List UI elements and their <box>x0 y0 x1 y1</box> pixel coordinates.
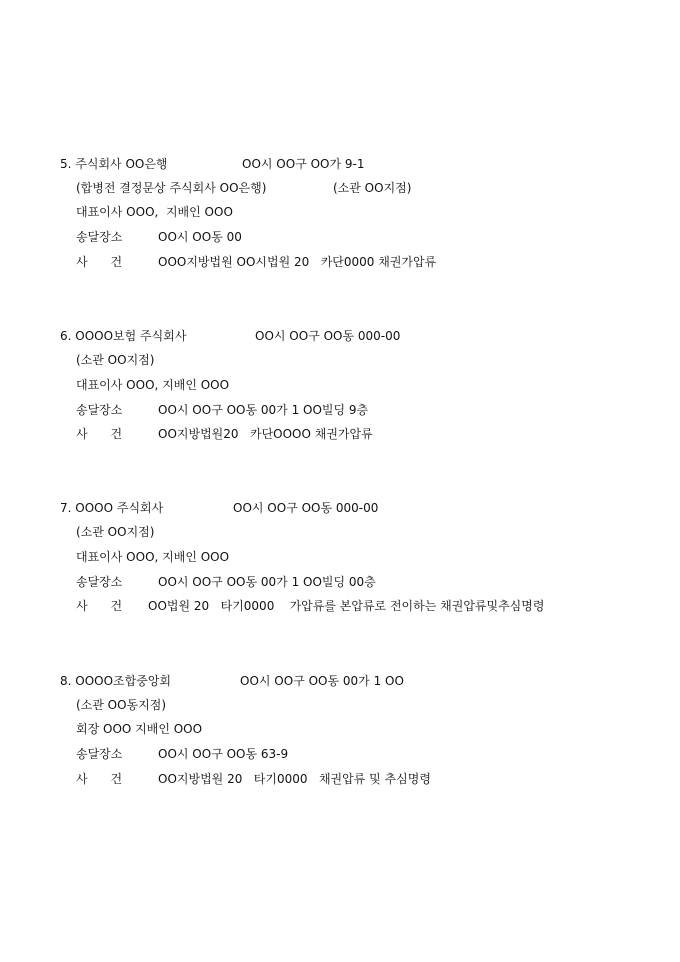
entry-line: 대표이사 OOO, 지배인 OOO <box>76 550 230 564</box>
entry-branch: (소관 OO지점) <box>333 181 412 195</box>
entry-address: OO시 OO구 OO가 9-1 <box>242 157 365 171</box>
case-value: OO지방법원20 카단OOOO 채권가압류 <box>158 427 373 441</box>
delivery-label: 송달장소 <box>76 230 123 244</box>
entry-line: (소관 OO지점) <box>76 353 155 367</box>
entry-head: 7. OOOO 주식회사 <box>60 501 164 515</box>
delivery-value: OO시 OO구 OO동 00가 1 OO빌딩 00층 <box>158 575 376 589</box>
case-label: 사 건 <box>76 599 123 613</box>
entry-head: 8. OOOO조합중앙회 <box>60 674 172 688</box>
entry-line: 회장 OOO 지배인 OOO <box>76 722 203 736</box>
case-value: OO지방법원 20 타기0000 채권압류 및 추심명령 <box>158 772 431 786</box>
entry-line: 대표이사 OOO, 지배인 OOO <box>76 378 230 392</box>
delivery-label: 송달장소 <box>76 747 123 761</box>
case-label: 사 건 <box>76 772 123 786</box>
case-label: 사 건 <box>76 255 123 269</box>
entry-address: OO시 OO구 OO동 00가 1 OO <box>240 674 404 688</box>
delivery-value: OO시 OO구 OO동 63-9 <box>158 747 289 761</box>
delivery-label: 송달장소 <box>76 403 123 417</box>
entry-address: OO시 OO구 OO동 000-00 <box>255 329 401 343</box>
entry-line: (소관 OO동지점) <box>76 698 167 712</box>
delivery-value: OO시 OO동 00 <box>158 230 242 244</box>
entry-line: 대표이사 OOO, 지배인 OOO <box>76 205 233 219</box>
entry-head: 5. 주식회사 OO은행 <box>60 157 168 171</box>
delivery-label: 송달장소 <box>76 575 123 589</box>
entry-head: 6. OOOO보험 주식회사 <box>60 329 187 343</box>
case-value: OO법원 20 타기0000 가압류를 본압류로 전이하는 채권압류및추심명령 <box>148 599 545 613</box>
case-label: 사 건 <box>76 427 123 441</box>
entry-line: (합병전 결정문상 주식회사 OO은행) <box>76 181 267 195</box>
entry-line: (소관 OO지점) <box>76 525 155 539</box>
case-value: OOO지방법원 OO시법원 20 카단0000 채권가압류 <box>158 255 437 269</box>
delivery-value: OO시 OO구 OO동 00가 1 OO빌딩 9층 <box>158 403 369 417</box>
entry-address: OO시 OO구 OO동 000-00 <box>233 501 379 515</box>
